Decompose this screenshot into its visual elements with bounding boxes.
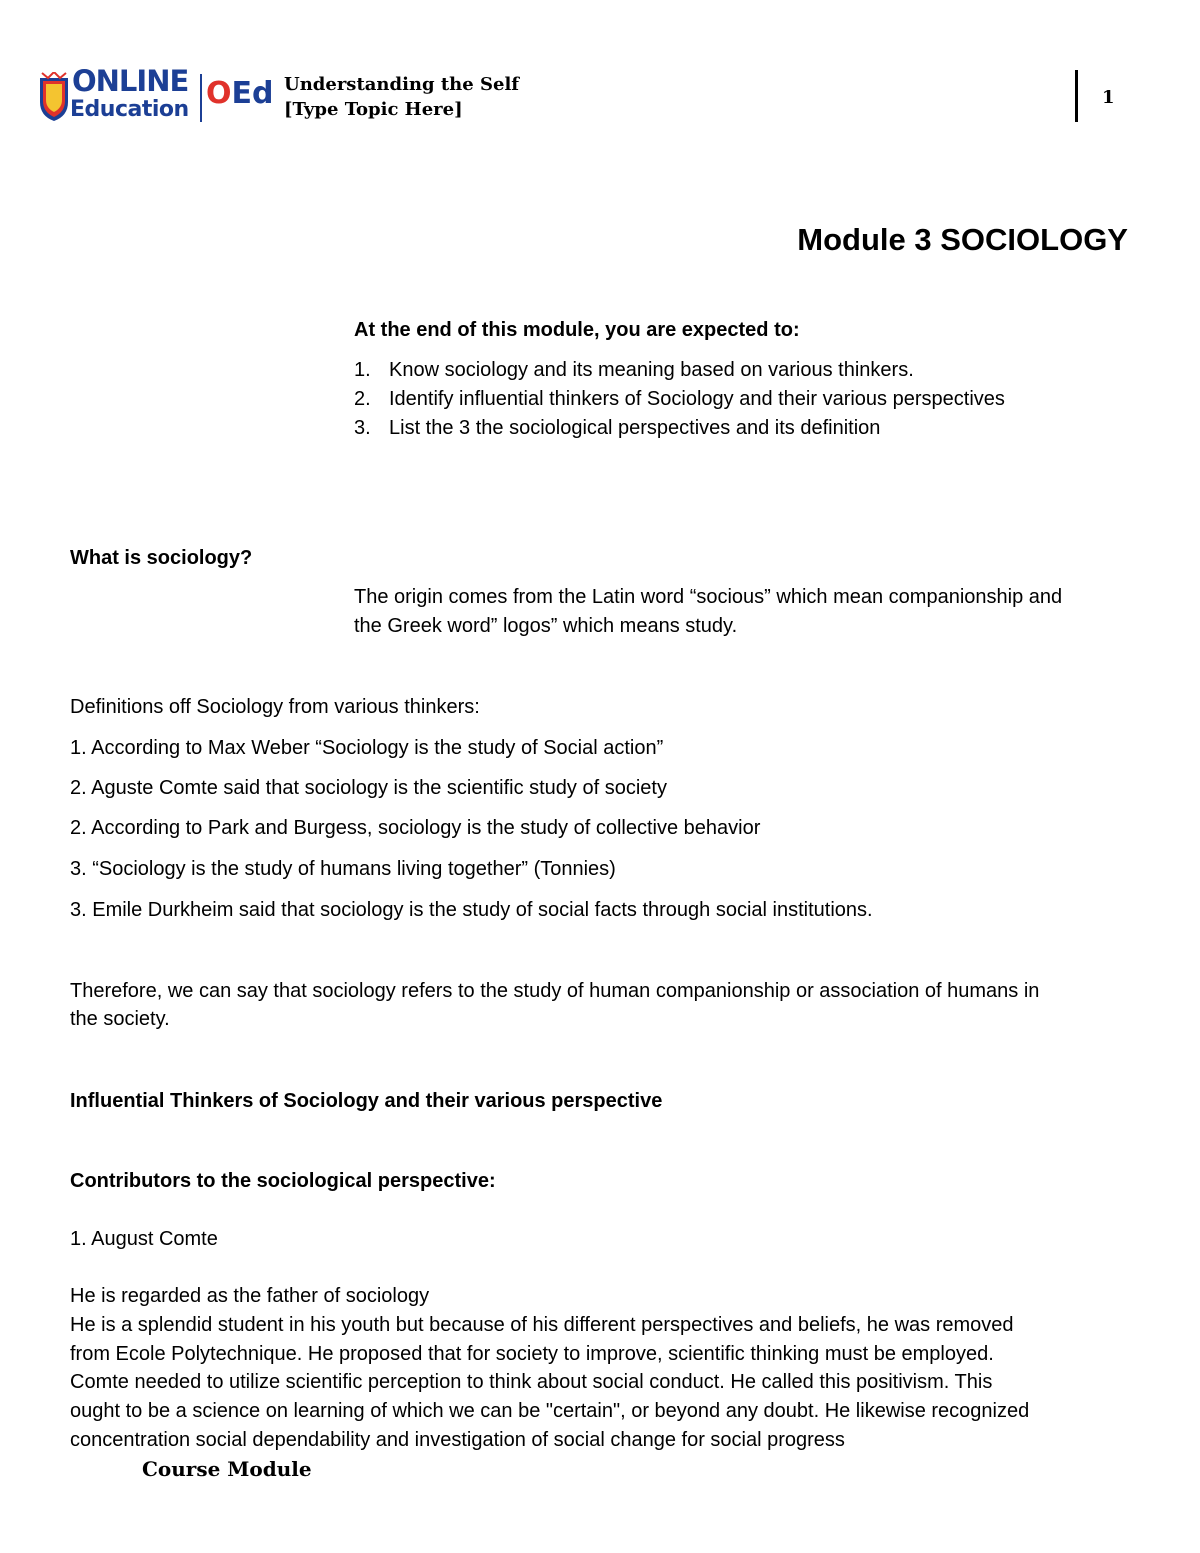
comte-line: He is regarded as the father of sociology [70, 1285, 430, 1307]
definition-item: 1. According to Max Weber “Sociology is the study of Social action” [70, 737, 664, 759]
comte-heading: 1. August Comte [70, 1228, 218, 1250]
comte-line: from Ecole Polytechnique. He proposed that for society to improve, scientific thinking must be employed. [70, 1343, 994, 1365]
logo-education-text: Education [70, 97, 189, 122]
definition-item: 2. According to Park and Burgess, sociology is the study of collective behavior [70, 817, 761, 839]
origin-line-1: The origin comes from the Latin word “socious” which mean companionship and [354, 586, 1063, 608]
origin-line-2: the Greek word” logos” which means study. [354, 615, 738, 637]
definition-item: 3. Emile Durkheim said that sociology is the study of social facts through social institutions. [70, 899, 873, 921]
shield-icon [38, 72, 70, 122]
page-number-divider [1075, 70, 1078, 122]
comte-line: He is a splendid student in his youth but because of his different perspectives and beliefs, he was removed [70, 1314, 1014, 1336]
footer-course-module: Course Module [142, 1457, 312, 1481]
definition-item: 3. “Sociology is the study of humans living together” (Tonnies) [70, 858, 616, 880]
comte-line: concentration social dependability and investigation of social change for social progress [70, 1429, 845, 1451]
comte-line: ought to be a science on learning of which we can be "certain", or beyond any doubt. He likewise recognized [70, 1400, 1030, 1422]
contributors-heading: Contributors to the sociological perspective: [70, 1170, 496, 1192]
list-item: 3. List the 3 the sociological perspectives and its definition [354, 417, 881, 439]
topic-placeholder: [Type Topic Here] [284, 99, 463, 120]
what-is-heading: What is sociology? [70, 547, 253, 569]
objectives-section [354, 316, 1134, 443]
objectives-heading: At the end of this module, you are expected to: [354, 319, 800, 341]
module-title: Module 3 SOCIOLOGY [797, 222, 1128, 257]
conclusion-line-1: Therefore, we can say that sociology refers to the study of human companionship or association of humans in [70, 980, 1040, 1002]
influential-heading: Influential Thinkers of Sociology and their various perspective [70, 1090, 663, 1112]
definition-item: 2. Aguste Comte said that sociology is the scientific study of society [70, 777, 667, 799]
conclusion-line-2: the society. [70, 1008, 170, 1030]
logo-oed-text: OEd [206, 76, 274, 111]
logo [38, 64, 274, 126]
page-number: 1 [1102, 87, 1115, 108]
list-item: 1. Know sociology and its meaning based on various thinkers. [354, 359, 914, 381]
objectives-list [354, 356, 1134, 443]
course-title: Understanding the Self [284, 74, 520, 95]
list-item: 2. Identify influential thinkers of Sociology and their various perspectives [354, 388, 1005, 410]
logo-divider [200, 74, 202, 122]
logo-online-text: ONLINE [72, 64, 189, 98]
comte-line: Comte needed to utilize scientific perception to think about social conduct. He called this positivism. This [70, 1371, 993, 1393]
definitions-heading: Definitions off Sociology from various thinkers: [70, 696, 480, 718]
